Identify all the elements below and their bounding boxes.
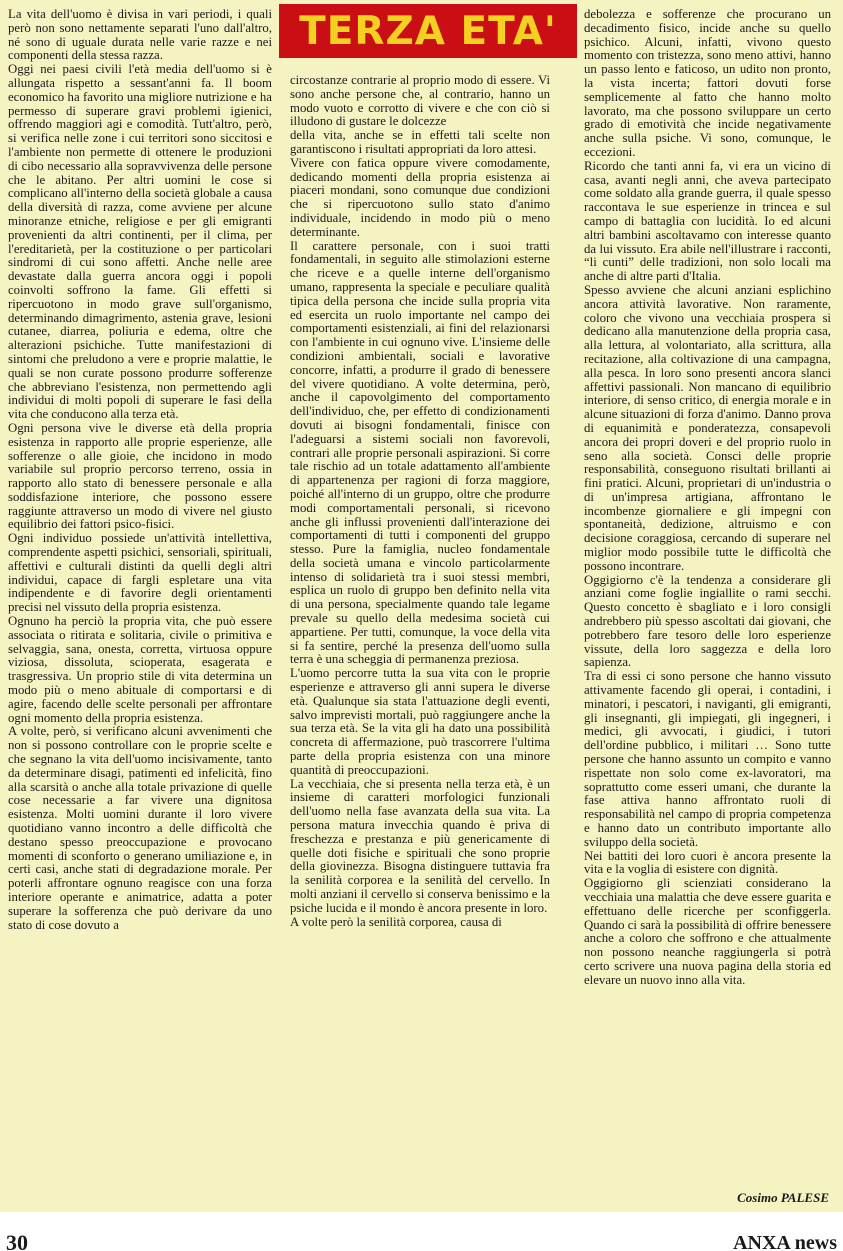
text-column-1 — [8, 8, 272, 1231]
article-title-banner — [279, 4, 577, 58]
paragraph: L'uomo percorre tutta la sua vita con le proprie esperienze e attraverso gli anni supera le diverse età. Qualunque sia stata l'attuazione degli eventi, salvo imprevisti mortali, può raggiungere anche la sua terza età. Se la vita gli ha dato una possibilità concreta di affermazione, può trascorrere l'ultima parte della propria esistenza con una minore quantità di preoccupazioni. — [290, 666, 550, 777]
footer-band — [0, 1212, 843, 1251]
paragraph: debolezza e sofferenze che procurano un decadimento fisico, incide anche su quello psichico. Alcuni, infatti, vivono questo momento con tristezza, sono meno attivi, hanno un passo lento e faticoso, un udito non pronto, la vista incerta; fattori dovuti forse semplicemente al fatto che hanno molto lavorato, ma che possono sviluppare un certo grado di emotività che incide negativamente anche sulla psiche. Vi sono, comunque, le eccezioni. — [584, 7, 831, 159]
paragraph: Ricordo che tanti anni fa, vi era un vicino di casa, avanti negli anni, che aveva partecipato come soldato alla grande guerra, il quale spesso raccontava le sue esperienze in trincea e sul campo di battaglia con lucidità. Io ed alcuni altri bambini ascoltavamo con interesse quanto da lui vissuto. Era abile nell'illustrare i racconti, “li cunti” delle tradizioni, non solo locali ma anche di altre parti d'Italia. — [584, 158, 831, 284]
paragraph: Nei battiti dei loro cuori è ancora presente la vita e la voglia di esistere con dignità. — [584, 848, 831, 877]
paragraph: La vita dell'uomo è divisa in vari periodi, i quali però non sono nettamente separati l'uno dall'altro, né sono di uguale durata nelle varie razze e nei componenti della stessa razza. — [8, 7, 272, 63]
paragraph: Oggigiorno c'è la tendenza a considerare gli anziani come foglie ingiallite o rami secchi. Questo concetto è sbagliato e i loro consigli andrebbero più spesso ascoltati dai giovani, che potrebbero fare tesoro delle loro esperienze vissute, della loro saggezza e della loro sapienza. — [584, 572, 831, 670]
paragraph: della vita, anche se in effetti tali scelte non garantiscono i risultati appropriati da loro attesi. — [290, 128, 550, 156]
paragraph: Oggigiorno gli scienziati considerano la vecchiaia una malattia che deve essere guarita e effettuano delle ricerche per sconfiggerla. Quando ci sarà la possibilità di offrire benessere anche a coloro che soffrono e che attualmente non possono neanche raggiungerla si potrà certo scrivere una nuova pagina della storia ed elevare un nuovo inno alla vita. — [584, 876, 831, 987]
paragraph: Ogni persona vive le diverse età della propria esistenza in rapporto alle proprie esperienze, alle sofferenze o alle gioie, che incidono in modo variabile sul proprio percorso terreno, ossia in rapporto allo stato di benessere personale e alla soddisfazione interiore, che possono essere raggiunte attraverso un modo di vivere nel giusto equilibrio dei fattori psico-fisici. — [8, 420, 272, 532]
paragraph: Oggi nei paesi civili l'età media dell'uomo si è allungata rispetto a sessant'anni fa. Il boom economico ha favorito una migliore nutrizione e ha permesso di superare gravi problemi igienici, offrendo maggiori agi e comodità. Tutt'altro, però, si verifica nelle zone i cui territori sono siccitosi e l'ambiente non permette di ottenere le produzioni di cibo necessario alla sopravvivenza delle persone che le abitano. Per altri uomini le cose si complicano all'interno della società globale a causa della diversità di razza, come avviene per alcune minoranze etniche, religiose e per gli emigranti provenienti da altri continenti, per il clima, per l'ereditarietà, per la costituzione o per particolari sindromi di cui sono affetti. Anche nelle aree devastate dalla guerra ancora oggi i popoli coinvolti soffrono la fame. Gli effetti si ripercuotono in modo grave sull'organismo, determinando dimagrimento, astenia grave, lesioni cutanee, diarrea, poliuria e edema, oltre che alterazioni psichiche. Tutte manifestazioni di sintomi che preludono a vere e proprie malattie, le quali se non curate possono produrre sofferenze che abbreviano l'esistenza, non permettendo agli individui di molti popoli di superare le fasi della vita che conducono alla terza età. — [8, 62, 272, 422]
text-column-3 — [584, 8, 831, 1231]
article-title: TERZA ETA' — [299, 8, 557, 54]
paragraph: Ogni individuo possiede un'attività intellettiva, comprendente aspetti psichici, sensoriali, spirituali, affettivi e culturali distinti da quelli degli altri individui, capace di fargli espletare una vita indipendente e di favorire degli orientamenti precisi nel vissuto della propria esistenza. — [8, 531, 272, 615]
paragraph: Il carattere personale, con i suoi tratti fondamentali, in seguito alle stimolazioni esterne che riceve e a quelle interne dell'organismo umano, rappresenta la speciale e peculiare qualità tipica della persona che incide sulla propria vita ed esercita un ruolo importante nel campo dei comportamenti esistenziali, ai fini del relazionarsi con l'ambiente in cui ognuno vive. L'insieme delle condizioni ambientali, sociali e lavorative concorre, infatti, a produrre il grado di benessere del vivere quotidiano. A volte determina, però, anche il capovolgimento del comportamento dell'individuo, che, per effetto di condizionamenti dovuti ai bisogni fondamentali, finisce con l'adeguarsi a sistemi sociali non favorevoli, contrari alle proprie personali aspirazioni. Si corre tale rischio ad un totale adattamento all'ambiente di appartenenza per ragioni di forza maggiore, poiché all'interno di un gruppo, oltre che produrre modi comportamentali personali, si ricevono anche gli influssi provenienti dall'interazione dei comportamenti di tutti i componenti del gruppo stesso. Pure la famiglia, nucleo fondamentale della società umana e vincolo particolarmente intenso di solidarietà tra i suoi stessi membri, esplica un ruolo di gruppo ben definito nella vita di una persona, specialmente quando tale legame prevale su quello della medesima società cui appartiene. Per tutti, comunque, la voce della vita si fa sentire, perché la presenza dell'uomo sulla terra è una scheggia di permanenza preziosa. — [290, 238, 550, 667]
paragraph: La vecchiaia, che si presenta nella terza età, è un insieme di caratteri morfologici funzionali dell'uomo nella fase avanzata della sua vita. La persona matura invecchia quando è priva di freschezza e prestanza e più genericamente di quelle doti fisiche e spirituali che sono proprie della giovinezza. Bisogna distinguere tuttavia fra la senilità corporea e la senilità del cervello. In molti anziani il cervello si conserva benissimo e la psiche lucida e il mondo è ancora presente in loro. — [290, 776, 550, 915]
page-number: 30 — [6, 1230, 28, 1251]
paragraph: Ognuno ha perciò la propria vita, che può essere associata o ritirata e solitaria, civile o primitiva e selvaggia, sana, onesta, corretta, virtuosa oppure viziosa, dissoluta, scioperata, esagerata e trasgressiva. Un proprio stile di vita determina un modo più o meno abituale di comportarsi e di agire, facendo delle scelte personali per affrontare ogni momento della propria esistenza. — [8, 614, 272, 725]
paragraph: Spesso avviene che alcuni anziani esplichino ancora attività lavorative. Non raramente, coloro che vivono una vecchiaia prospera si dedicano alla manutenzione della propria casa, alla lettura, al volontariato, alla scrittura, alla recitazione, alla coltivazione di una campagna, alla pesca. In loro sono presenti ancora slanci affettivi passionali. Non mancano di equilibrio interiore, di senso critico, di energia morale e in alcune situazioni di forza d'animo. Danno prova di equanimità e ponderatezza, consapevoli ancora dei propri doveri e del proprio ruolo in seno alla società. Consci delle proprie responsabilità, conseguono risultati brillanti ai fini pratici. Alcuni, proprietari di un'industria o di un'impresa artigiana, affrontano le incombenze giornaliere e gli impegni con spontaneità, dedizione, altruismo e con decisione coraggiosa, cercando di superare nel miglior modo possibile tutte le difficoltà che possono incontrare. — [584, 282, 831, 573]
paragraph: A volte però la senilità corporea, causa di — [290, 914, 502, 929]
paragraph: A volte, però, si verificano alcuni avvenimenti che non si possono controllare con le proprie scelte e che segnano la vita dell'uomo incisivamente, tanto da determinare disagi, patimenti ed infelicità, fino alla scarsità o anche alla totale privazione di quelle cose necessarie a far vivere una dignitosa esistenza. Molti uomini durante il loro vivere quotidiano vanno incontro a delle difficoltà che destano spesso preoccupazione e provocano momenti di sconforto o generano umiliazione e, in certi casi, anche stati di degradazione morale. Per poterli affrontare ognuno reagisce con una forza interiore operante e animatrice, adatta a poter superare la sofferenza che può derivare da uno stato di cose dovuto a — [8, 724, 272, 932]
paragraph: Tra di essi ci sono persone che hanno vissuto attivamente facendo gli operai, i contadini, i minatori, i pescatori, i naviganti, gli emigranti, gli insegnanti, gli impiegati, gli ingegneri, i medici, gli avvocati, i giudici, i tutori dell'ordine pubblico, i militari … Sono tutte persone che hanno assunto un compito e vanno rispettate non solo come ex-lavoratori, ma soprattutto come esseri umani, che durante la fase attiva hanno affrontato ruoli di responsabilità nel campo di propria competenza e hanno dato un contributo importante allo sviluppo della società. — [584, 669, 831, 849]
magazine-name: ANXA news — [733, 1232, 837, 1251]
author-signature: Cosimo PALESE — [737, 1190, 829, 1205]
paragraph: Vivere con fatica oppure vivere comodamente, dedicando momenti della propria esistenza ai piaceri mondani, sono comunque due condizioni che si ripercuotono sullo stato d'animo individuale, incidendo in modo più o meno determinante. — [290, 155, 550, 239]
text-column-2 — [290, 74, 550, 1231]
paragraph: circostanze contrarie al proprio modo di essere. Vi sono anche persone che, al contrario, hanno un modo vuoto e corrotto di vivere e che con ciò si illudono di gustare le dolcezze — [290, 73, 550, 129]
